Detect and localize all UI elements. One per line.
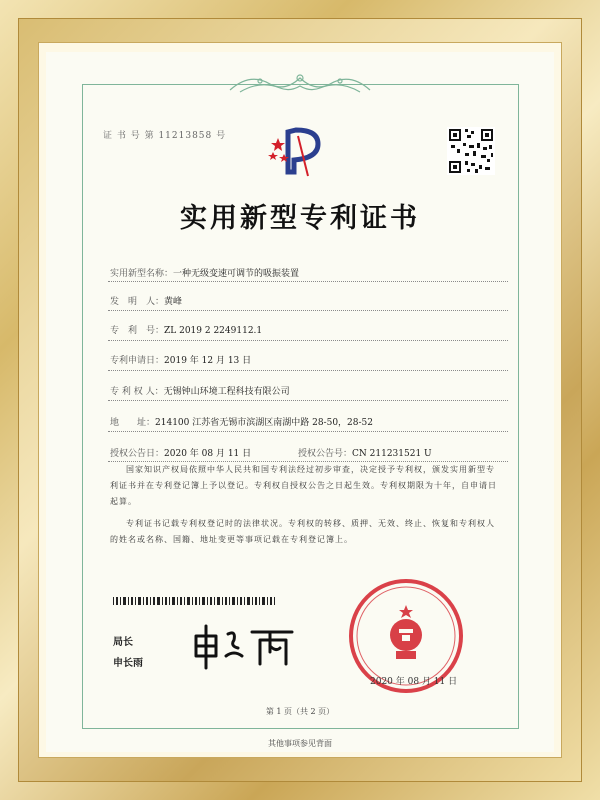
grant-date-row xyxy=(110,446,251,459)
divider xyxy=(108,431,508,432)
utility-model-name-value: 一种无级变速可调节的吸振装置 xyxy=(173,269,300,279)
barcode-icon xyxy=(113,597,275,605)
divider xyxy=(108,281,508,282)
filing-date-value: 2019 年 12 月 13 日 xyxy=(164,356,252,366)
grant-statement: 国家知识产权局依照中华人民共和国专利法经过初步审查，决定授予专利权，颁发实用新型专利证书并在专利登记簿上予以登记。专利权自授权公告之日起生效。专利权期限为十年，自申请日起算。 xyxy=(110,465,497,506)
inventor-value: 黄峰 xyxy=(164,297,183,307)
utility-model-name-row xyxy=(110,266,299,279)
address-label: 地 址： xyxy=(110,418,156,428)
seal-date: 2020 年 08 月 11 日 xyxy=(370,677,458,687)
legal-status-statement: 专利证书记载专利权登记时的法律状况。专利权的转移、质押、无效、终止、恢复和专利权人的姓名或名称、国籍、地址变更等事项记载在专利登记簿上。 xyxy=(110,519,495,544)
inventor-label: 发 明 人： xyxy=(110,297,165,307)
address-row xyxy=(110,415,373,428)
grant-number-label: 授权公告号： xyxy=(298,449,353,459)
certificate-number: 证 书 号 第 11213858 号 xyxy=(103,131,227,141)
inventor-row xyxy=(110,294,182,307)
patentee-label: 专 利 权 人： xyxy=(110,387,164,397)
signature-icon xyxy=(190,622,300,672)
cnipa-logo-icon xyxy=(260,112,340,192)
official-name: 申长雨 xyxy=(113,658,143,669)
divider xyxy=(108,310,508,311)
ornament-icon xyxy=(220,70,380,98)
divider xyxy=(108,370,508,371)
filing-date-label: 专利申请日： xyxy=(110,356,165,366)
patentee-row xyxy=(110,384,290,397)
address-value: 214100 江苏省无锡市滨湖区南湖中路 28-50，28-52 xyxy=(155,418,373,428)
grant-date-value: 2020 年 08 月 11 日 xyxy=(164,449,252,459)
grant-number-value: CN 211231521 U xyxy=(352,449,432,459)
divider xyxy=(108,340,508,341)
grant-number-row xyxy=(298,446,432,459)
patent-number-row xyxy=(110,323,262,336)
official-title: 局长 xyxy=(113,637,133,648)
page-title: 实用新型专利证书 xyxy=(180,203,420,234)
patentee-value: 无锡钟山环境工程科技有限公司 xyxy=(163,387,290,397)
grant-date-label: 授权公告日： xyxy=(110,449,165,459)
qr-code-icon xyxy=(447,127,495,175)
patent-number-value: ZL 2019 2 2249112.1 xyxy=(164,326,263,336)
divider xyxy=(108,400,508,401)
footer-note: 其他事项参见背面 xyxy=(268,739,332,748)
page-number: 第 1 页（共 2 页） xyxy=(265,707,335,716)
filing-date-row xyxy=(110,353,251,366)
utility-model-name-label: 实用新型名称： xyxy=(110,269,174,279)
patent-number-label: 专 利 号： xyxy=(110,326,165,336)
